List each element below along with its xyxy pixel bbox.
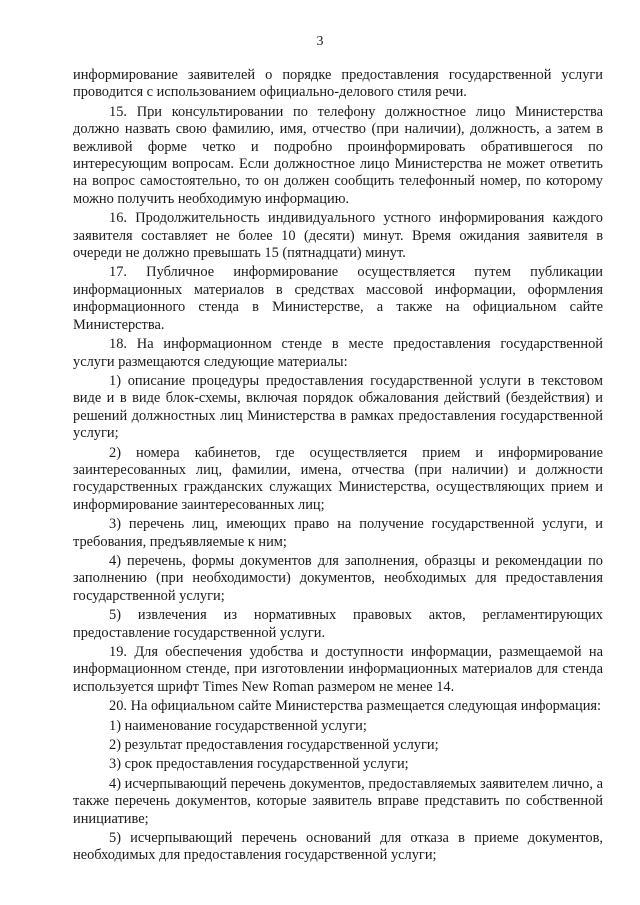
paragraph-15: 15. При консультировании по телефону должностное лицо Министерства должно назвать свою фамилию, имя, отчество (при наличии), должность, а затем в вежливой форме четко и подробно проинформировать обратившегося по интересующим вопросам. Если должностное лицо Министерства не может ответить на вопрос самостоятельно, то он должен сообщить телефонный номер, по которому можно получить необходимую информацию. — [73, 103, 603, 207]
paragraph-20: 20. На официальном сайте Министерства размещается следующая информация: — [109, 698, 602, 715]
paragraph-20-item-1: 1) наименование государственной услуги; — [109, 717, 367, 734]
paragraph-16: 16. Продолжительность индивидуального устного информирования каждого заявителя составляет не более 10 (десяти) минут. Время ожидания заявителя в очереди не должно превышать 15 (пятнадцати) минут. — [73, 210, 603, 262]
paragraph-20-item-2: 2) результат предоставления государственной услуги; — [109, 737, 439, 754]
paragraph-18-item-5: 5) извлечения из нормативных правовых актов, регламентирующих предоставление государственной услуги. — [73, 607, 603, 641]
paragraph-17: 17. Публичное информирование осуществляется путем публикации информационных материалов в средствах массовой информации, оформления информационного стенда в Министерстве, а также на официальном сайте Министерства. — [73, 264, 603, 333]
paragraph-continuation: информирование заявителей о порядке предоставления государственной услуги проводится с использованием официально-делового стиля речи. — [73, 67, 603, 101]
paragraph-20-item-3: 3) срок предоставления государственной услуги; — [109, 756, 409, 773]
page-number: 3 — [316, 34, 324, 49]
paragraph-18-item-4: 4) перечень, формы документов для заполнения, образцы и рекомендации по заполнению (при необходимости) документов, необходимых для предоставления государственной услуги; — [73, 552, 603, 604]
paragraph-18-item-2: 2) номера кабинетов, где осуществляется прием и информирование заинтересованных лиц, фамилии, имена, отчества (при наличии) и должности государственных гражданских служащих Министерства, осуществляющих прием и информирование заинтересованных лиц; — [73, 444, 603, 513]
document-body — [73, 67, 603, 867]
paragraph-20-item-4: 4) исчерпывающий перечень документов, предоставляемых заявителем лично, а также перечень документов, которые заявитель вправе представить по собственной инициативе; — [73, 775, 603, 827]
paragraph-18: 18. На информационном стенде в месте предоставления государственной услуги размещаются следующие материалы: — [73, 336, 603, 370]
paragraph-18-item-3: 3) перечень лиц, имеющих право на получение государственной услуги, и требования, предъявляемые к ним; — [73, 516, 603, 550]
paragraph-18-item-1: 1) описание процедуры предоставления государственной услуги в текстовом виде и в виде блок-схемы, включая порядок обжалования действий (бездействия) и решений должностных лиц Министерства в рамках предоставления государственной услуги; — [73, 372, 603, 442]
paragraph-19: 19. Для обеспечения удобства и доступности информации, размещаемой на информационном стенде, при изготовлении информационных материалов для стенда используется шрифт Times New Roman размером не менее 14. — [73, 644, 603, 695]
paragraph-20-item-5: 5) исчерпывающий перечень оснований для отказа в приеме документов, необходимых для предоставления государственной услуги; — [73, 830, 603, 864]
